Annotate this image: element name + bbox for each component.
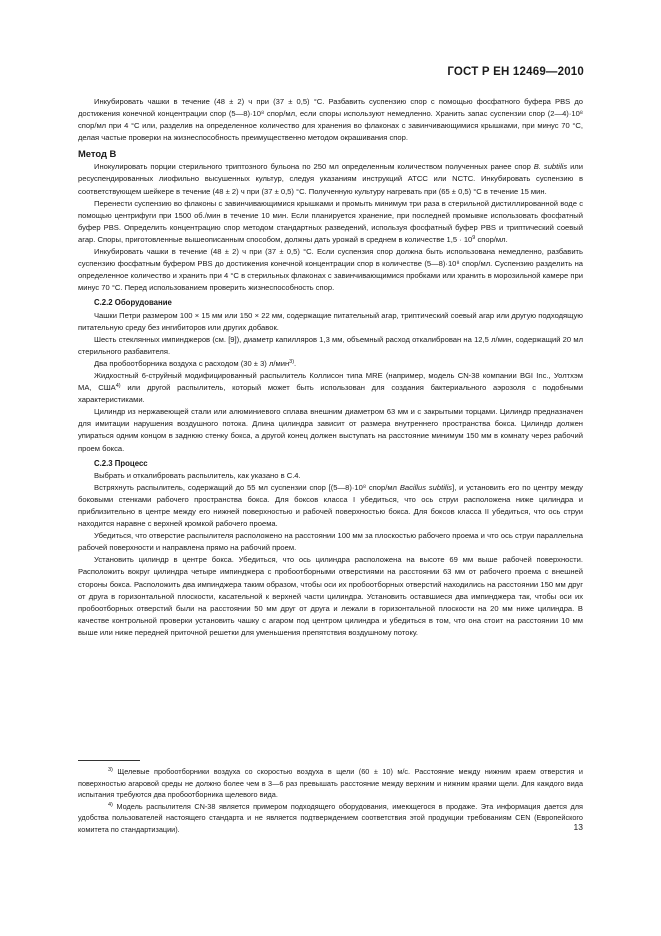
paragraph-calibrate: Выбрать и откалибровать распылитель, как указано в С.4. (94, 470, 301, 480)
paragraph-inoculate: Инокулировать порции стерильного триптозного бульона по 250 мл определенным количеством полученных ранее спор B. subtilis или ресуспендированных лиофильно высушенных культур, следуя указаниям инструкций АТСС или NCTC. Инкубировать суспензию в соответствующем шейкере в течение (48 ± 2) ч при (37 ± 0,5) °С. Полученную культуру нагревать при (65 ± 0,5) °С в течение 15 мин. (78, 162, 583, 196)
paragraph-nebulizer: Жидкостный 6-струйный модифицированный распылитель Коллисон типа MRE (например, модель CN-38 компании BGI Inc., Уолтхэм МА, США$^{4)}$ или другой распылитель, который может быть использован для создания бактериального аэрозоля с подобными характеристиками. (78, 370, 583, 405)
paragraph-shake-nebulizer: Встряхнуть распылитель, содержащий до 55 мл суспензии спор [(5—8)·10⁸ спор/мл Bacillus subtilis], и установить его по центру между боковыми стенками рабочего пространства бокса. Для боксов класса I убедиться, что ось струи расположена ниже цилиндра и приблизительно в центре между его нижней поверхностью и рабочей поверхностью бокса. Для боксов класса II убедиться, что ось струи находится наравне с верхней кромкой рабочего проема. (78, 482, 583, 529)
paragraph-air-samplers: Два пробоотборника воздуха с расходом (30 ± 3) л/мин$^{3)}$. (94, 358, 297, 368)
exponent: 9 (472, 234, 476, 241)
paragraph-impingers: Шесть стеклянных импинджеров (см. [9]), диаметр капилляров 1,3 мм, объемный расход откалиброван на 12,5 л/мин, содержащий 20 мл стерильного разбавителя. (78, 334, 583, 356)
section-c22-heading: С.2.2 Оборудование (94, 298, 172, 308)
paragraph-transfer-suspension: Перенести суспензию во флаконы с завинчивающимися крышками и промыть минимум три раза в стерильной дистиллированной воде с помощью центрифуги при 1500 об./мин в течение 10 мин. Если планируется хранение, при последней промывке использовать фосфатный буфер PBS. Определить концентрацию спор методом стандартных разведений, используя фосфатный буфер PBS и триптический соевый агар. Споры, приготовленные вышеописанным способом, должны дать урожай в среднем в количестве $1,5 \cdot 10^9$ спор/мл. (78, 198, 583, 244)
footnotes (78, 766, 583, 836)
footnote-3: $^{3)}$ Щелевые пробоотборники воздуха со скоростью воздуха в щели (60 ± 10) м/с. Расстояние между нижним краем отверстия и поверхностью агаровой среды не должно более чем в 3—6 раз превышать расстояние между верхним и нижним краями щели. Для каждого вида испытания требуются два пробоотборника щелевого вида. (78, 767, 583, 800)
paragraph-incubate-dilute: Инкубировать чашки в течение (48 ± 2) ч при (37 ± 0,5) °С. Разбавить суспензию спор с помощью фосфатного буфера PBS до достижения конечной концентрации спор (5—8)·10⁸ спор/мл, если споры используют немедленно. Хранить запас суспензии спор (2—4)·10⁸ спор/мл при 4 °С или, разделив на определенное количество для хранения во флаконах с завинчивающимися крышками, при минус 70 °С, делая частые проверки на жизнеспособность преимущественно методом окрашивания спор. (78, 97, 583, 143)
species-name: B. subtilis (533, 162, 568, 172)
paragraph-nebulizer-position: Убедиться, что отверстие распылителя расположено на расстоянии 100 мм за плоскостью рабочего проема и что ось струи параллельна рабочей поверхности и направлена прямо на рабочий проем. (78, 531, 583, 553)
paragraph-incubate-store: Инкубировать чашки в течение (48 ± 2) ч при (37 ± 0,5) °С. Если суспензия спор должна быть использована немедленно, разбавить суспензию фосфатным буфером PBS до достижения конечной концентрации спор в количестве (5—8)·10⁸ спор/мл. Суспензию разделить на определенное количество и хранить при 4 °С в стерильных флаконах с завинчивающимися пробками или хранить в морозильной камере при минус 70 °С. Перед использованием проверить жизнеспособность спор. (78, 247, 583, 293)
paragraph-install-cylinder: Установить цилиндр в центре бокса. Убедиться, что ось цилиндра расположена на высоте 69 мм выше рабочей поверхности. Расположить вокруг цилиндра четыре импинджера с пробоотборными отверстиями на расстоянии 63 мм от рабочего проема с внешней стороны бокса. Расположить два импинджера таким образом, чтобы оси их пробоотборных отверстий находились на расстоянии 150 мм друг от друга в горизонтальной плоскости, касательной к верхней части цилиндра. Установить оставшиеся два импинджера так, чтобы оси их пробоотборных отверстий были на расстоянии 50 мм друг от друга и лежали в горизонтальной плоскости на 20 мм ниже цилиндра. В качестве контрольной проверки установить чашку с агаром под центром цилиндра и убедиться в том, что она стоит на расстоянии 10 мм выше или ниже передней приточной решетки для уменьшения препятствия воздушному потоку. (78, 555, 583, 637)
page-body (78, 96, 583, 639)
paragraph-petri-dishes: Чашки Петри размером 100 × 15 мм или 150 × 22 мм, содержащие питательный агар, триптический соевый агар или другую подходящую питательную среду без ингибиторов или других добавок. (78, 310, 583, 332)
footnote-ref-4[interactable]: 4) (115, 383, 121, 390)
footnote-ref-3[interactable]: 3) (289, 358, 295, 365)
section-c23-heading: С.2.3 Процесс (94, 458, 148, 468)
footnote-divider (78, 760, 140, 761)
paragraph-cylinder: Цилиндр из нержавеющей стали или алюминиевого сплава внешним диаметром 63 мм и с закрытыми торцами. Цилиндр предназначен для имитации нарушения воздушного потока. Длина цилиндра зависит от размера внутреннего пространства бокса. Цилиндр должен упираться одним концом в заднюю стенку бокса, а другой конец должен выступать на расстояние минимум 150 мм в комнату через рабочий проем бокса. (78, 407, 583, 453)
page-number: 13 (573, 822, 583, 832)
method-b-heading: Метод В (78, 148, 117, 160)
footnote-4: $^{4)}$ Модель распылителя CN-38 является примером подходящего оборудования, имеющегося в продаже. Эта информация дается для удобства пользователей настоящего стандарта и не является подтверждением соответствия этой продукции требованиям CEN (Европейского комитета по стандартизации). (78, 801, 583, 834)
species-name: Bacillus subtilis (399, 482, 453, 492)
standard-header: ГОСТ Р ЕН 12469—2010 (447, 66, 584, 78)
